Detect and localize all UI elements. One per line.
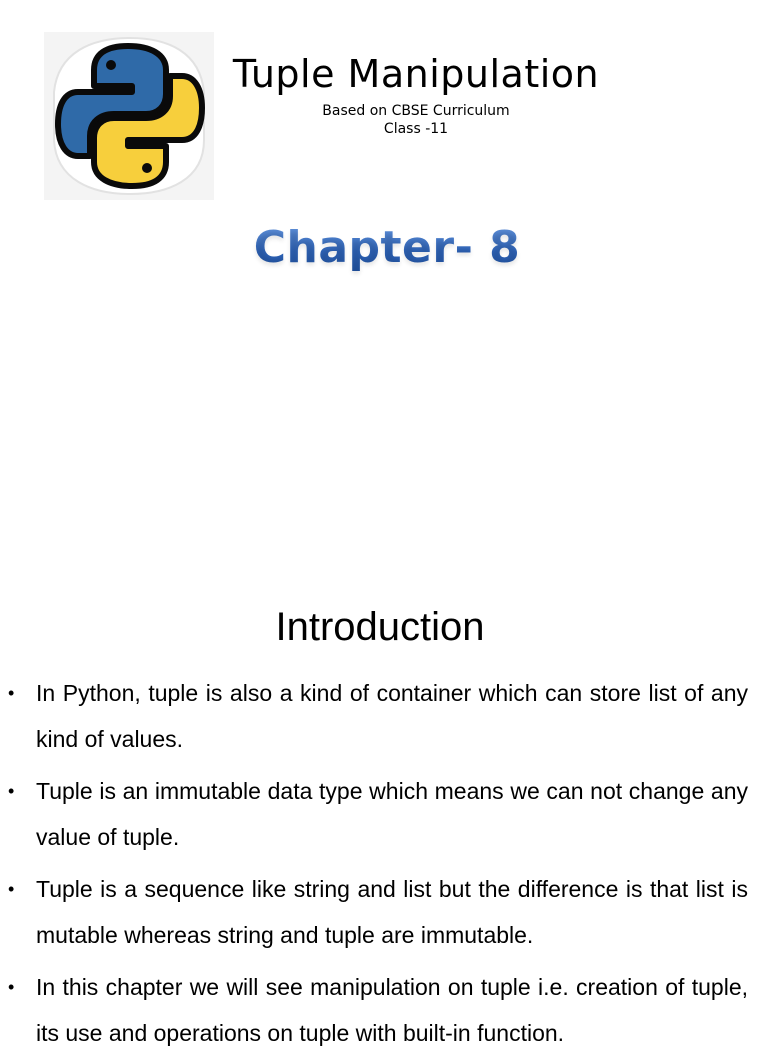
bullet-text: Tuple is a sequence like string and list but the difference is that list is mutable whereas string and tuple are immutable. bbox=[36, 876, 748, 948]
bullet-item bbox=[0, 866, 768, 958]
bullet-dot-icon: • bbox=[8, 781, 15, 801]
introduction-slide bbox=[0, 560, 768, 1046]
bullet-dot-icon: • bbox=[8, 879, 15, 899]
bullet-item bbox=[0, 670, 768, 762]
python-logo-icon bbox=[44, 32, 214, 200]
subtitle-class: Class -11 bbox=[383, 121, 449, 137]
bullet-dot-icon: • bbox=[8, 977, 15, 997]
introduction-heading: Introduction bbox=[275, 605, 485, 649]
bullet-dot-icon: • bbox=[8, 683, 15, 703]
chapter-heading: Chapter- 8 bbox=[200, 220, 574, 276]
bullet-text: In Python, tuple is also a kind of container which can store list of any kind of values. bbox=[36, 680, 748, 752]
bullet-list bbox=[0, 670, 768, 1062]
bullet-text: Tuple is an immutable data type which means we can not change any value of tuple. bbox=[36, 778, 748, 850]
bullet-item bbox=[0, 768, 768, 860]
bullet-text: In this chapter we will see manipulation on tuple i.e. creation of tuple, its use and operations on tuple with built-in function. bbox=[36, 974, 748, 1046]
presentation-title: Tuple Manipulation bbox=[232, 52, 600, 96]
presentation-subtitle bbox=[300, 102, 532, 138]
subtitle-curriculum: Based on CBSE Curriculum bbox=[322, 103, 510, 119]
bullet-item bbox=[0, 964, 768, 1056]
